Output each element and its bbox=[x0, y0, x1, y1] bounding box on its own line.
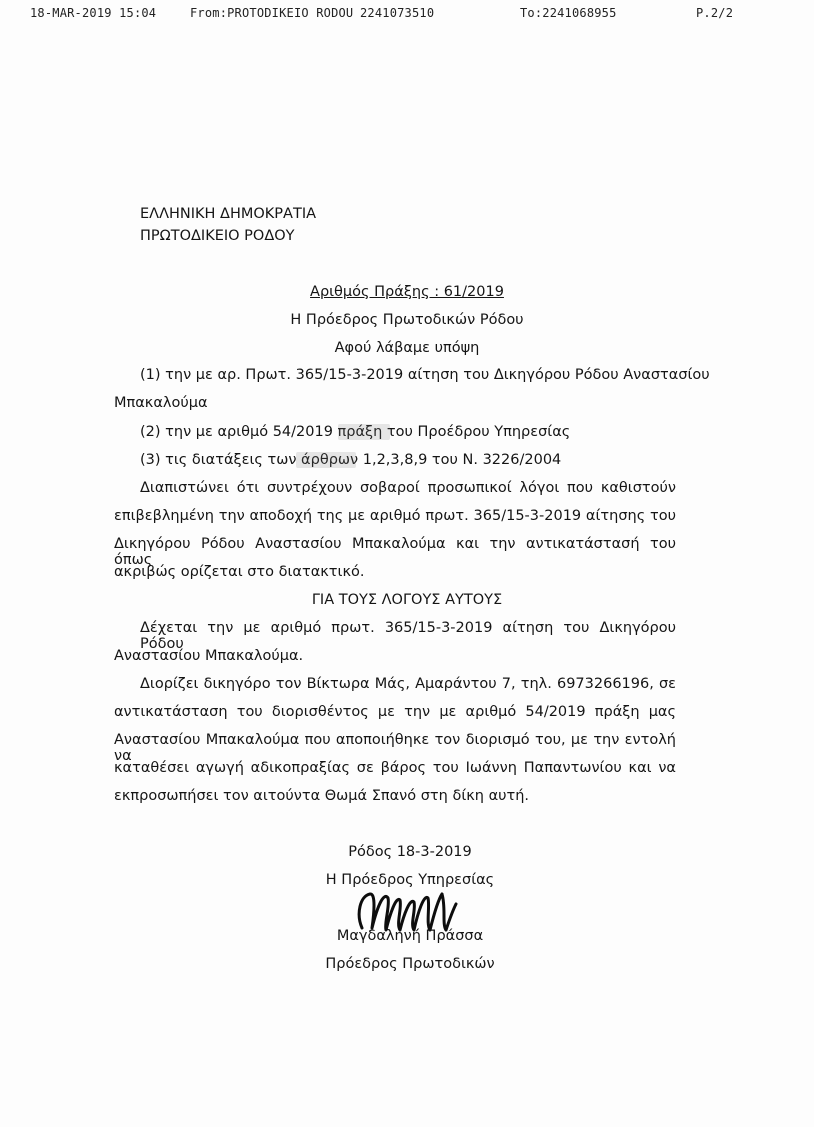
finding-line-3: Δικηγόρου Ρόδου Αναστασίου Μπακαλούμα και την αντικατάστασή του όπως bbox=[114, 536, 676, 568]
fax-page-number: P.2/2 bbox=[696, 6, 734, 20]
finding-line-1: Διαπιστώνει ότι συντρέχουν σοβαροί προσωπικοί λόγοι που καθιστούν bbox=[140, 480, 676, 496]
ruling-appoints-line-3: Αναστασίου Μπακαλούμα που αποποιήθηκε τον διορισμό του, με την εντολή να bbox=[114, 732, 676, 764]
reasons-heading: ΓΙΑ ΤΟΥΣ ΛΟΓΟΥΣ ΑΥΤΟΥΣ bbox=[311, 592, 503, 608]
authority-line-2: ΠΡΩΤΟΔΙΚΕΙΟ ΡΟΔΟΥ bbox=[140, 228, 295, 244]
ruling-appoints-line-4: καταθέσει αγωγή αδικοπραξίας σε βάρος του Ιωάννη Παπαντωνίου και να bbox=[114, 760, 676, 776]
ruling-appoints-line-5: εκπροσωπήσει τον αιτούντα Θωμά Σπανό στη δίκη αυτή. bbox=[114, 788, 530, 804]
fax-noise-smudge bbox=[338, 424, 390, 440]
signature-place-date: Ρόδος 18-3-2019 bbox=[348, 844, 472, 860]
ruling-accepts-line-1: Δέχεται την με αριθμό πρωτ. 365/15-3-2019 αίτηση του Δικηγόρου Ρόδου bbox=[140, 620, 676, 652]
finding-line-2: επιβεβλημένη την αποδοχή της με αριθμό πρωτ. 365/15-3-2019 αίτησης του bbox=[114, 508, 676, 524]
signature-block bbox=[300, 840, 520, 980]
signature-title: Πρόεδρος Πρωτοδικών bbox=[325, 956, 495, 972]
recital-1-line-1: (1) την με αρ. Πρωτ. 365/15-3-2019 αίτηση του Δικηγόρου Ρόδου Αναστασίου bbox=[140, 367, 710, 383]
recital-3: (3) τις διατάξεις των άρθρων 1,2,3,8,9 του Ν. 3226/2004 bbox=[140, 452, 562, 468]
fax-from: From:PROTODIKEIO RODOU bbox=[190, 6, 354, 20]
ruling-appoints-line-1: Διορίζει δικηγόρο τον Βίκτωρα Μάς, Αμαράντου 7, τηλ. 6973266196, σε bbox=[140, 676, 676, 692]
act-issuer: Η Πρόεδρος Πρωτοδικών Ρόδου bbox=[290, 312, 524, 328]
fax-from-number: 2241073510 bbox=[360, 6, 435, 20]
ruling-appoints-line-2: αντικατάσταση του διορισθέντος με την με αριθμό 54/2019 πράξη μας bbox=[114, 704, 676, 720]
fax-noise-smudge bbox=[296, 452, 356, 468]
signature-role: Η Πρόεδρος Υπηρεσίας bbox=[325, 872, 495, 888]
recital-2: (2) την με αριθμό 54/2019 πράξη του Προέδρου Υπηρεσίας bbox=[140, 424, 571, 440]
fax-to: To:2241068955 bbox=[520, 6, 617, 20]
finding-line-4: ακριβώς ορίζεται στο διατακτικό. bbox=[114, 564, 365, 580]
act-number: Αριθμός Πράξης : 61/2019 bbox=[310, 284, 504, 300]
act-considering: Αφού λάβαμε υπόψη bbox=[334, 340, 480, 356]
fax-datetime: 18-MAR-2019 15:04 bbox=[30, 6, 157, 20]
signature-name: Μαγδαληνή Πράσσα bbox=[336, 928, 484, 944]
ruling-accepts-line-2: Αναστασίου Μπακαλούμα. bbox=[114, 648, 304, 664]
fax-header bbox=[30, 6, 790, 22]
recital-1-line-2: Μπακαλούμα bbox=[114, 395, 208, 411]
authority-line-1: ΕΛΛΗΝΙΚΗ ΔΗΜΟΚΡΑΤΙΑ bbox=[140, 206, 317, 222]
